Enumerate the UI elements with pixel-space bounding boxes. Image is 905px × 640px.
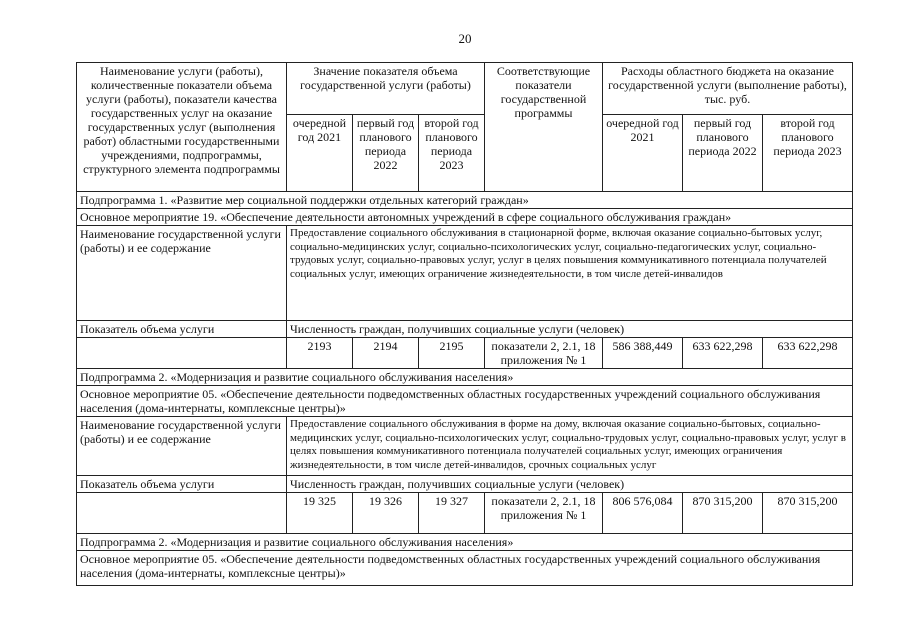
table-row xyxy=(77,534,853,551)
header-name-column: Наименование услуги (работы), количественные показатели объема услуги (работы), показатели качества государственных услуг на оказание государственных услуг (выполнения работ) областными государственными учреждениями, подпрограммы, структурного элемента подпрограммы xyxy=(77,63,287,192)
service-label: Наименование государственной услуги (работы) и ее содержание xyxy=(77,417,287,476)
volume-label: Показатель объема услуги xyxy=(77,321,287,338)
header-indicator-value: Значение показателя объема государственной услуги (работы) xyxy=(287,63,485,115)
table-row xyxy=(77,226,853,321)
budget-table xyxy=(76,62,853,586)
activity-title: Основное мероприятие 19. «Обеспечение деятельности автономных учреждений в сфере социального обслуживания граждан» xyxy=(77,209,853,226)
table-row xyxy=(77,369,853,386)
header-budget-year-2023: второй год планового периода 2023 xyxy=(763,115,853,192)
empty-cell xyxy=(77,338,287,369)
header-corresponding-programs: Соответствующие показатели государственной программы xyxy=(485,63,603,192)
activity-title: Основное мероприятие 05. «Обеспечение деятельности подведомственных областных государственных учреждений социального обслуживания населения (дома-интернаты, комплексные центры)» xyxy=(77,386,853,417)
table-row xyxy=(77,386,853,417)
volume-text: Численность граждан, получивших социальные услуги (человек) xyxy=(287,476,853,493)
subprogram-title: Подпрограмма 2. «Модернизация и развитие социального обслуживания населения» xyxy=(77,534,853,551)
expense-2021: 586 388,449 xyxy=(603,338,683,369)
volume-label: Показатель объема услуги xyxy=(77,476,287,493)
service-label: Наименование государственной услуги (работы) и ее содержание xyxy=(77,226,287,321)
subprogram-title: Подпрограмма 1. «Развитие мер социальной поддержки отдельных категорий граждан» xyxy=(77,192,853,209)
expense-2021: 806 576,084 xyxy=(603,493,683,534)
header-year-2023: второй год планового периода 2023 xyxy=(419,115,485,192)
table-row xyxy=(77,493,853,534)
header-year-2021: очередной год 2021 xyxy=(287,115,353,192)
table-row xyxy=(77,476,853,493)
volume-text: Численность граждан, получивших социальные услуги (человек) xyxy=(287,321,853,338)
expense-2023: 870 315,200 xyxy=(763,493,853,534)
activity-title: Основное мероприятие 05. «Обеспечение деятельности подведомственных областных государственных учреждений социального обслуживания населения (дома-интернаты, комплексные центры)» xyxy=(77,551,853,586)
value-2022: 19 326 xyxy=(353,493,419,534)
program-reference: показатели 2, 2.1, 18 приложения № 1 xyxy=(485,493,603,534)
value-2021: 2193 xyxy=(287,338,353,369)
table-row xyxy=(77,417,853,476)
table-row xyxy=(77,338,853,369)
header-budget-year-2022: первый год планового периода 2022 xyxy=(683,115,763,192)
table-row xyxy=(77,192,853,209)
page-number: 20 xyxy=(458,31,472,46)
header-budget-expenses: Расходы областного бюджета на оказание государственной услуги (выполнение работы), тыс. руб. xyxy=(603,63,853,115)
value-2023: 19 327 xyxy=(419,493,485,534)
service-content: Предоставление социального обслуживания в форме на дому, включая оказание социально-бытовых, социально-медицинских услуг, социально-психологических услуг, социально-трудовых услуг, социально-правовых услуг, услуг в целях повышения коммуникативного потенциала получателей социальных услуг, имеющих ограничения жизнедеятельности, в том числе детей-инвалидов, срочных социальных услуг xyxy=(287,417,853,476)
expense-2022: 633 622,298 xyxy=(683,338,763,369)
value-2023: 2195 xyxy=(419,338,485,369)
header-row xyxy=(77,63,853,115)
expense-2023: 633 622,298 xyxy=(763,338,853,369)
subprogram-title: Подпрограмма 2. «Модернизация и развитие социального обслуживания населения» xyxy=(77,369,853,386)
program-reference: показатели 2, 2.1, 18 приложения № 1 xyxy=(485,338,603,369)
value-2022: 2194 xyxy=(353,338,419,369)
table-row xyxy=(77,209,853,226)
table-row xyxy=(77,321,853,338)
header-budget-year-2021: очередной год 2021 xyxy=(603,115,683,192)
value-2021: 19 325 xyxy=(287,493,353,534)
service-content: Предоставление социального обслуживания в стационарной форме, включая оказание социально-бытовых услуг, социально-медицинских услуг, социально-психологических услуг, социально-педагогических услуг, социально-трудовых услуг, социально-правовых услуг, услуг в целях повышения коммуникативного потенциала получателей социальных услуг, имеющих ограничение жизнедеятельности, в том числе детей-инвалидов xyxy=(287,226,853,321)
empty-cell xyxy=(77,493,287,534)
table-row xyxy=(77,551,853,586)
expense-2022: 870 315,200 xyxy=(683,493,763,534)
header-year-2022: первый год планового периода 2022 xyxy=(353,115,419,192)
